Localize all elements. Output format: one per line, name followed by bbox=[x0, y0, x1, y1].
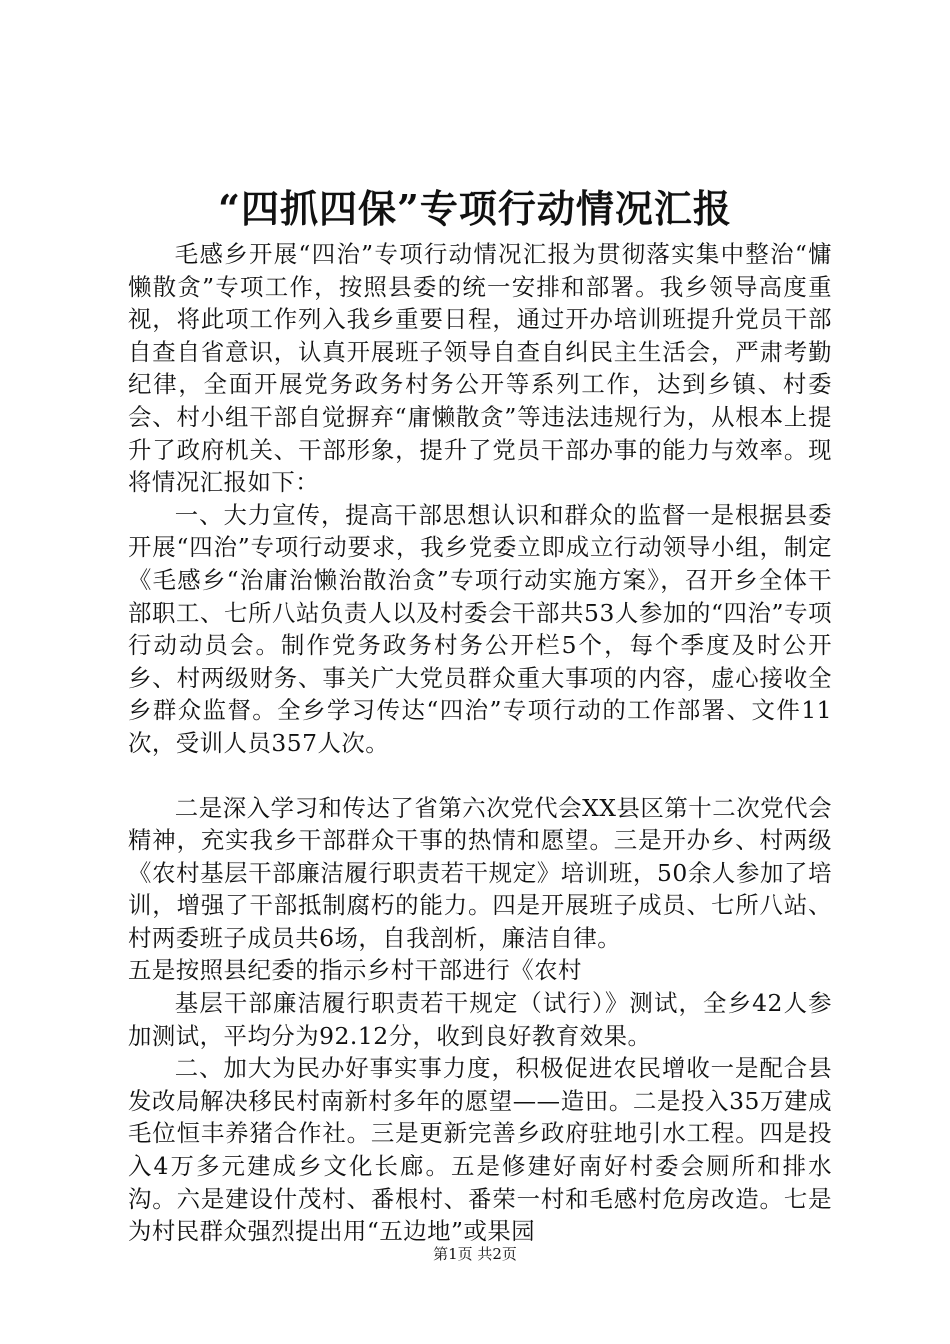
document-body bbox=[128, 238, 832, 1248]
page-number: 第1页 共2页 bbox=[433, 1245, 517, 1263]
document-title: “四抓四保”专项行动情况汇报 bbox=[218, 186, 732, 231]
paragraph-item-5: 五是按照县纪委的指示乡村干部进行《农村 bbox=[128, 956, 582, 985]
paragraph-item-5-continued: 基层干部廉洁履行职责若干规定（试行）》测试，全乡42人参加测试，平均分为92.12分，收到良好教育效果。 bbox=[128, 989, 832, 1050]
paragraph-intro: 毛感乡开展“四治”专项行动情况汇报为贯彻落实集中整治“慵懒散贪”专项工作，按照县委的统一安排和部署。我乡领导高度重视，将此项工作列入我乡重要日程，通过开办培训班提升党员干部自查自省意识，认真开展班子领导自查自纠民主生活会，严肃考勤纪律，全面开展党务政务村务公开等系列工作，达到乡镇、村委会、村小组干部自觉摒弃“庸懒散贪”等违法违规行为，从根本上提升了政府机关、干部形象，提升了党员干部办事的能力与效率。现将情况汇报如下： bbox=[128, 240, 832, 497]
paragraph-section-1-continued: 二是深入学习和传达了省第六次党代会XX县区第十二次党代会精神，充实我乡干部群众干事的热情和愿望。三是开办乡、村两级《农村基层干部廉洁履行职责若干规定》培训班，50余人参加了培训，增强了干部抵制腐朽的能力。四是开展班子成员、七所八站、村两委班子成员共6场，自我剖析，廉洁自律。 bbox=[128, 793, 832, 952]
paragraph-section-2: 二、加大为民办好事实事力度，积极促进农民增收一是配合县发改局解决移民村南新村多年的愿望——造田。二是投入35万建成毛位恒丰养猪合作社。三是更新完善乡政府驻地引水工程。四是投入4万多元建成乡文化长廊。五是修建好南好村委会厕所和排水沟。六是建设什茂村、番根村、番荣一村和毛感村危房改造。七是为村民群众强烈提出用“五边地”或果园 bbox=[128, 1054, 832, 1246]
paragraph-section-1: 一、大力宣传，提高干部思想认识和群众的监督一是根据县委开展“四治”专项行动要求，我乡党委立即成立行动领导小组，制定《毛感乡“治庸治懒治散治贪”专项行动实施方案》，召开乡全体干部职工、七所八站负责人以及村委会干部共53人参加的“四治”专项行动动员会。制作党务政务村务公开栏5个，每个季度及时公开乡、村两级财务、事关广大党员群众重大事项的内容，虚心接收全乡群众监督。全乡学习传达“四治”专项行动的工作部署、文件11次，受训人员357人次。 bbox=[128, 500, 832, 757]
